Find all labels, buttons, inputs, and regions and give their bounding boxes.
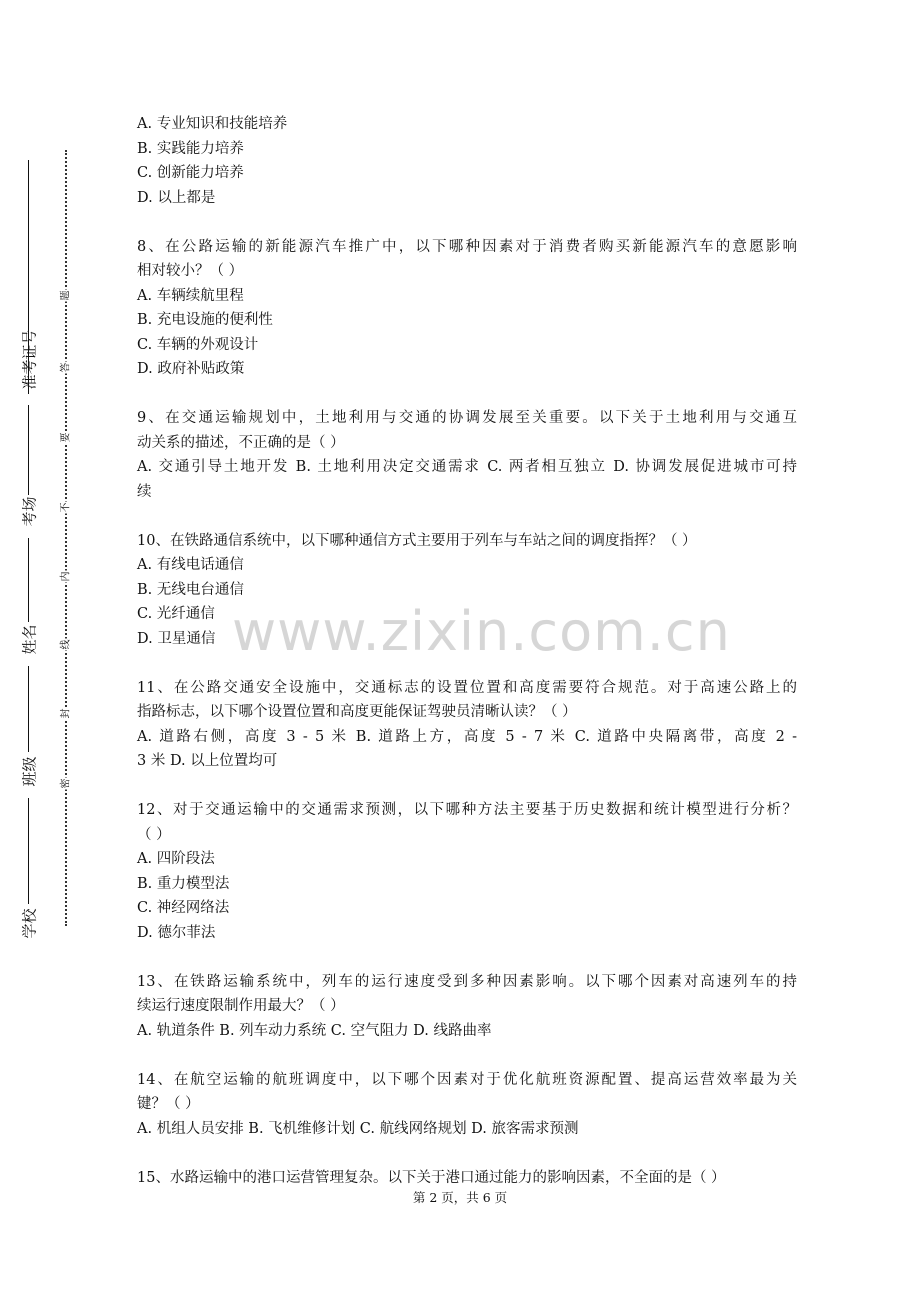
class-underline xyxy=(28,666,30,752)
question-13 xyxy=(137,970,797,1044)
dotted-cut-line xyxy=(65,150,67,926)
question-14 xyxy=(137,1068,797,1142)
option: D. 以上都是 xyxy=(137,189,216,206)
dotted-char-mi: 密 xyxy=(57,778,72,790)
dotted-char-yao: 要 xyxy=(57,432,72,444)
question-text: 动关系的描述，不正确的是（ ） xyxy=(137,434,345,451)
question-text: 11、在公路交通安全设施中，交通标志的设置位置和高度需要符合规范。对于高速公路上的 xyxy=(137,679,797,696)
watermark: www.zixin.com.cn xyxy=(232,600,731,663)
option: C. 创新能力培养 xyxy=(137,165,244,181)
option: A. 车辆续航里程 xyxy=(137,287,244,304)
option: B. 无线电台通信 xyxy=(137,581,244,598)
question-8 xyxy=(137,235,797,382)
inline-options: 续 xyxy=(137,483,152,500)
question-text: 相对较小？（ ） xyxy=(137,263,244,279)
dotted-char-da: 答 xyxy=(57,362,72,374)
question-list xyxy=(137,112,797,1190)
question-text: 12、对于交通运输中的交通需求预测，以下哪种方法主要基于历史数据和统计模型进行分析？ xyxy=(137,802,797,818)
question-text: 14、在航空运输的航班调度中，以下哪个因素对于优化航班资源配置、提高运营效率最为关 xyxy=(137,1071,797,1088)
class-label: 班级 xyxy=(20,756,39,787)
option: B. 实践能力培养 xyxy=(137,140,244,157)
name-underline xyxy=(28,538,30,622)
question-text: 15、水路运输中的港口运营管理复杂。以下关于港口通过能力的影响因素，不全面的是（ ） xyxy=(137,1169,726,1186)
question-text: （ ） xyxy=(137,826,171,843)
page-footer: 第 2 页，共 6 页 xyxy=(412,1190,508,1205)
option: A. 专业知识和技能培养 xyxy=(137,116,288,132)
option: C. 光纤通信 xyxy=(137,606,215,622)
dotted-char-feng: 封 xyxy=(57,708,72,720)
question-text: 10、在铁路通信系统中，以下哪种通信方式主要用于列车与车站之间的调度指挥？（ ） xyxy=(137,532,697,549)
option: C. 车辆的外观设计 xyxy=(137,336,259,353)
school-label: 学校 xyxy=(20,908,39,939)
question-15 xyxy=(137,1166,797,1191)
option: B. 充电设施的便利性 xyxy=(137,312,273,328)
option: D. 德尔菲法 xyxy=(137,924,216,941)
question-7-tail xyxy=(137,112,797,210)
inline-options: 3 米 D. 以上位置均可 xyxy=(137,753,278,769)
question-text: 9、在交通运输规划中，土地利用与交通的协调发展至关重要。以下关于土地利用与交通互 xyxy=(137,410,797,426)
option: B. 重力模型法 xyxy=(137,875,230,892)
question-text: 续运行速度限制作用最大？（ ） xyxy=(137,998,345,1014)
inline-options: A. 道路右侧，高度 3 - 5 米 B. 道路上方，高度 5 - 7 米 C. 道路中央隔离带，高度 2 - xyxy=(137,728,797,745)
question-11 xyxy=(137,676,797,774)
dotted-char-xian: 线 xyxy=(57,639,72,651)
exam-id-label: 准考证号 xyxy=(20,329,39,390)
question-text: 键？（ ） xyxy=(137,1096,200,1112)
room-label: 考场 xyxy=(20,496,39,527)
option: C. 神经网络法 xyxy=(137,900,230,916)
option: A. 有线电话通信 xyxy=(137,557,244,573)
question-10 xyxy=(137,529,797,652)
room-underline xyxy=(28,405,30,495)
question-text: 8、在公路运输的新能源汽车推广中，以下哪种因素对于消费者购买新能源汽车的意愿影响 xyxy=(137,238,797,255)
school-underline xyxy=(28,798,30,904)
option: D. 政府补贴政策 xyxy=(137,361,245,377)
inline-options: A. 交通引导土地开发 B. 土地利用决定交通需求 C. 两者相互独立 D. 协调发展促进城市可持 xyxy=(137,459,797,475)
question-text: 指路标志，以下哪个设置位置和高度更能保证驾驶员清晰认读？（ ） xyxy=(137,704,577,720)
question-9 xyxy=(137,406,797,504)
option: A. 四阶段法 xyxy=(137,851,215,867)
dotted-char-bu: 不 xyxy=(57,502,72,514)
dotted-char-ti: 题 xyxy=(57,290,72,302)
question-text: 13、在铁路运输系统中，列车的运行速度受到多种因素影响。以下哪个因素对高速列车的持 xyxy=(137,973,797,990)
question-12 xyxy=(137,798,797,945)
inline-options: A. 轨道条件 B. 列车动力系统 C. 空气阻力 D. 线路曲率 xyxy=(137,1022,492,1039)
inline-options: A. 机组人员安排 B. 飞机维修计划 C. 航线网络规划 D. 旅客需求预测 xyxy=(137,1120,579,1137)
option: D. 卫星通信 xyxy=(137,630,216,647)
dotted-char-nei: 内 xyxy=(57,571,72,583)
name-label: 姓名 xyxy=(20,624,39,655)
